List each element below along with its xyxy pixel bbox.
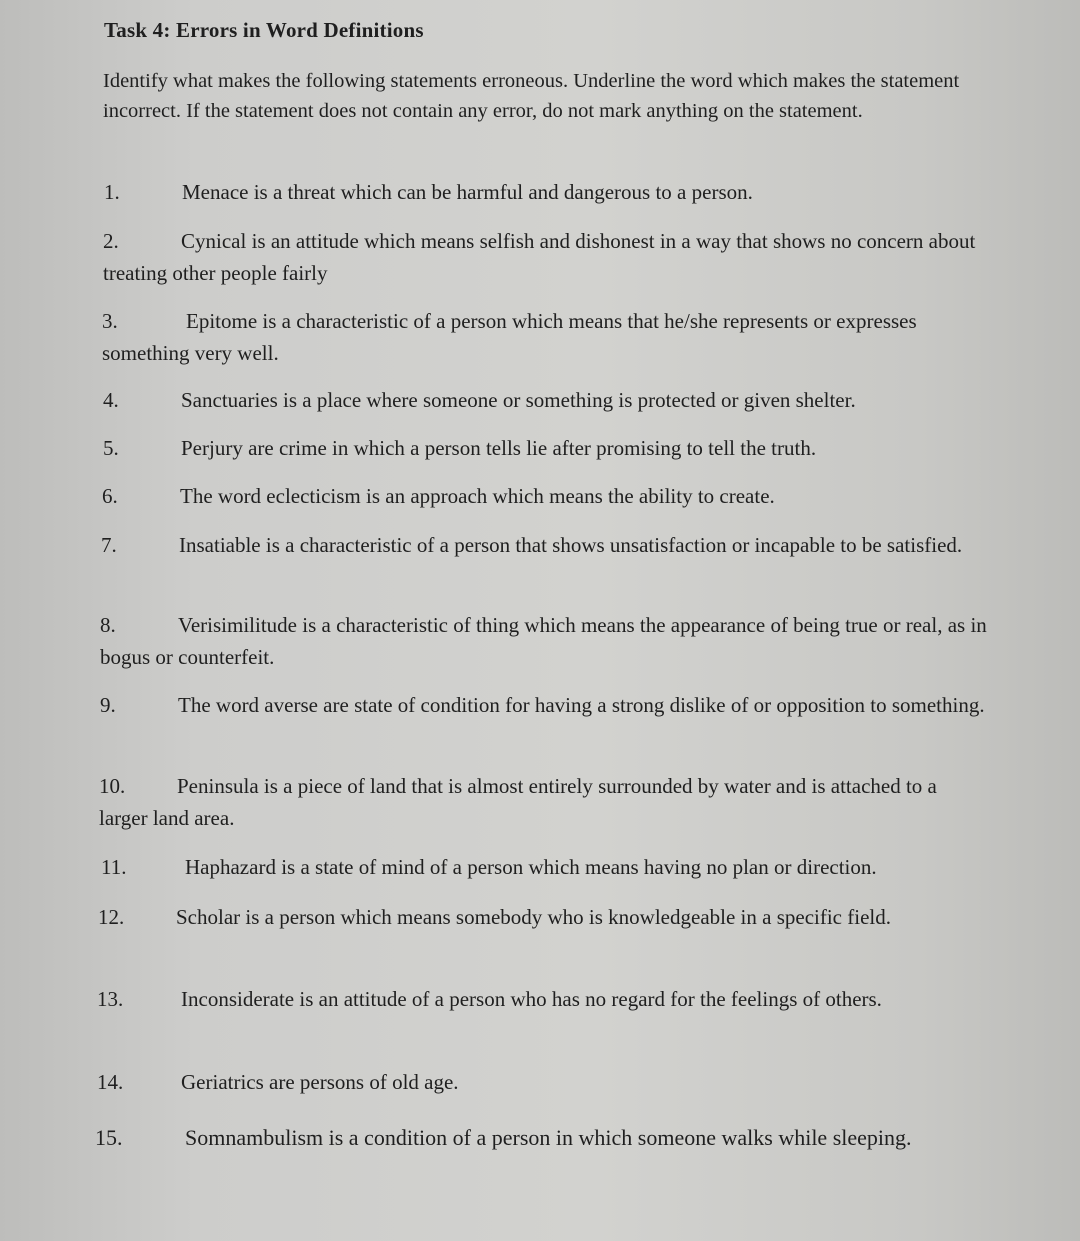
statement-item <box>98 901 1003 933</box>
item-number: 5. <box>103 436 119 460</box>
item-text: Haphazard is a state of mind of a person which means having no plan or direction. <box>185 855 877 879</box>
statement-item <box>97 983 987 1015</box>
item-text: The word eclecticism is an approach which means the ability to create. <box>180 484 775 508</box>
statement-item <box>99 770 984 834</box>
item-text: Inconsiderate is an attitude of a person who has no regard for the feelings of others. <box>181 987 882 1011</box>
item-text: The word averse are state of condition for having a strong dislike of or opposition to something. <box>178 693 985 717</box>
item-number: 9. <box>100 693 116 717</box>
statement-item <box>100 689 1030 721</box>
statement-item <box>103 432 1043 464</box>
item-number: 3. <box>102 309 118 333</box>
instructions-paragraph: Identify what makes the following statements erroneous. Underline the word which makes the statement incorrect. If the statement does not contain any error, do not mark anything on the statement. <box>103 70 960 122</box>
item-number: 11. <box>101 855 127 879</box>
item-text: Geriatrics are persons of old age. <box>181 1070 459 1094</box>
item-text: Cynical is an attitude which means selfish and dishonest in a way that shows no concern about treating other people fairly <box>103 229 976 285</box>
item-number: 1. <box>104 180 120 204</box>
item-number: 15. <box>95 1125 123 1150</box>
item-number: 7. <box>101 533 117 557</box>
task-title: Task 4: Errors in Word Definitions <box>104 18 424 42</box>
item-number: 10. <box>99 774 126 798</box>
item-text: Scholar is a person which means somebody who is knowledgeable in a specific field. <box>176 905 891 929</box>
item-number: 13. <box>97 987 124 1011</box>
statement-item <box>102 305 982 369</box>
item-text: Verisimilitude is a characteristic of thing which means the appearance of being true or real, as in bogus or counterfeit. <box>100 613 987 669</box>
statement-item <box>97 1066 1037 1098</box>
item-number: 6. <box>102 484 118 508</box>
statement-item <box>103 384 1043 416</box>
item-text: Perjury are crime in which a person tells lie after promising to tell the truth. <box>181 436 817 460</box>
item-number: 12. <box>98 905 125 929</box>
item-number: 14. <box>97 1070 124 1094</box>
item-text: Epitome is a characteristic of a person which means that he/she represents or expresses something very well. <box>102 309 917 365</box>
item-text: Insatiable is a characteristic of a person that shows unsatisfaction or incapable to be satisfied. <box>179 533 963 557</box>
statement-item <box>100 609 1005 673</box>
statement-item <box>103 225 1003 289</box>
statement-item <box>101 851 1041 883</box>
item-number: 2. <box>103 229 119 253</box>
statement-item <box>95 1121 980 1155</box>
statement-item <box>104 176 1044 208</box>
item-text: Somnambulism is a condition of a person in which someone walks while sleeping. <box>185 1125 912 1150</box>
statement-item <box>101 529 1021 561</box>
item-number: 8. <box>100 613 116 637</box>
statement-item <box>102 480 1042 512</box>
item-text: Sanctuaries is a place where someone or something is protected or given shelter. <box>181 388 856 412</box>
item-number: 4. <box>103 388 119 412</box>
item-text: Menace is a threat which can be harmful and dangerous to a person. <box>182 180 753 204</box>
item-text: Peninsula is a piece of land that is almost entirely surrounded by water and is attached to a larger land area. <box>99 774 937 830</box>
